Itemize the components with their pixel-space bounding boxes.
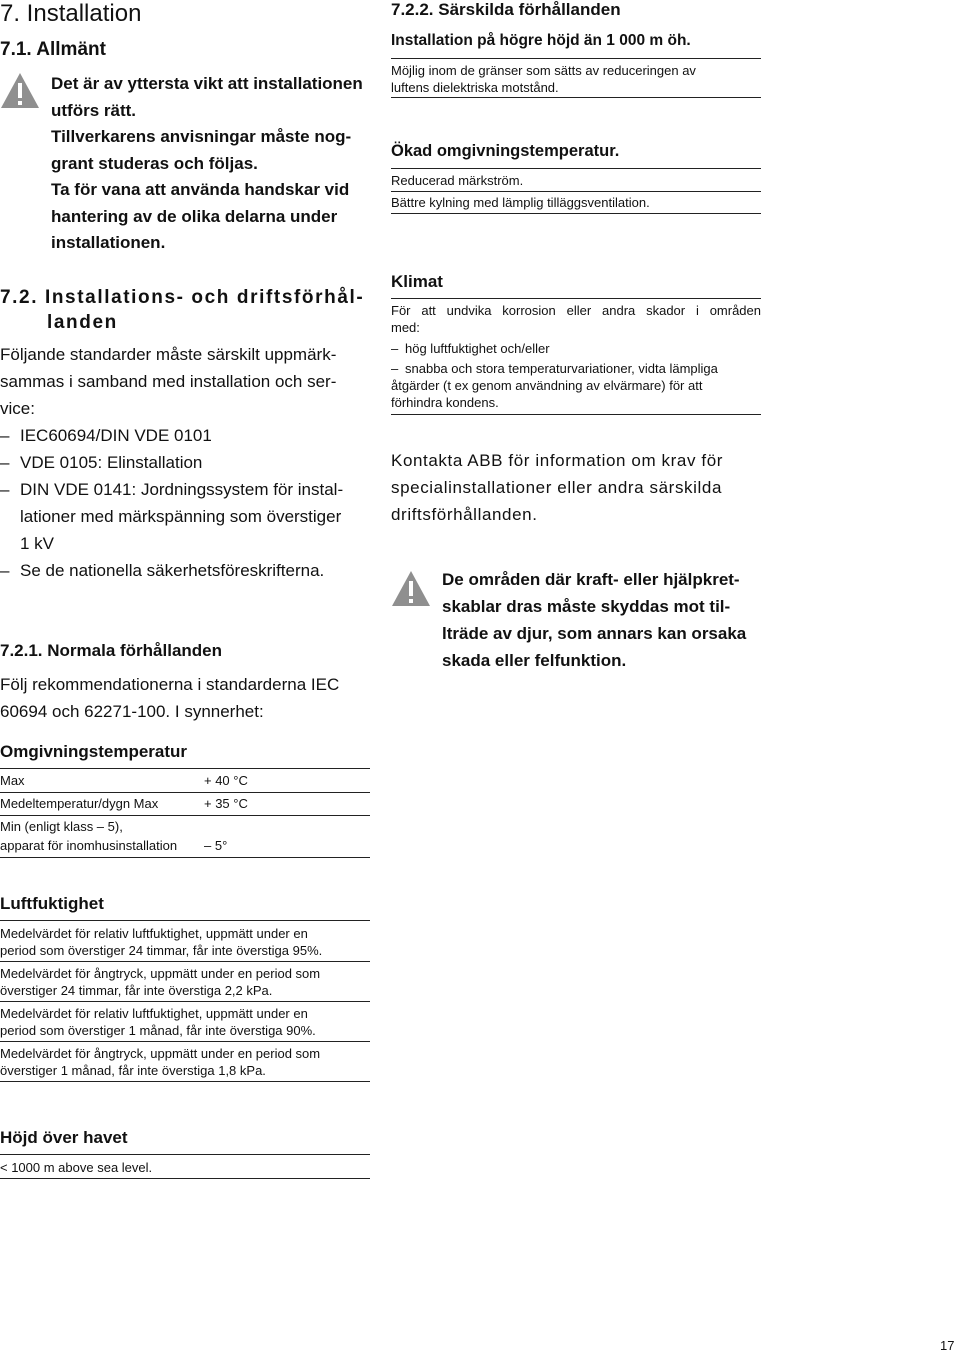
divider	[0, 1081, 370, 1082]
high-altitude-text: Möjlig inom de gränser som sätts av reduceringen av luftens dielektriska motstånd.	[391, 63, 696, 95]
warning-line: installationen.	[51, 233, 166, 252]
divider	[0, 768, 370, 769]
text-line: 60694 och 62271-100. I synnerhet:	[0, 702, 264, 721]
divider	[391, 168, 761, 169]
temperature-value: + 40 °C	[204, 773, 248, 788]
humidity-row: Medelvärdet för ångtryck, uppmätt under en period som överstiger 24 timmar, får inte överstiga 2,2 kPa.	[0, 966, 321, 998]
humidity-row: Medelvärdet för relativ luftfuktighet, uppmätt under en period som överstiger 24 timmar, får inte överstiga 95%.	[0, 926, 323, 958]
divider	[0, 857, 370, 858]
temperature-note: Reducerad märkström.	[391, 173, 524, 188]
divider	[391, 213, 761, 214]
text-line: Följ rekommendationerna i standarderna IEC	[0, 675, 340, 694]
temperature-note: Bättre kylning med lämplig tilläggsventilation.	[391, 195, 650, 210]
section-title: 7. Installation	[0, 0, 142, 27]
temperature-label: Medeltemperatur/dygn Max	[0, 796, 159, 811]
section-heading-installation-conditions	[0, 285, 364, 335]
warning-line: Det är av yttersta vikt att installationen	[51, 74, 363, 93]
divider	[391, 97, 761, 98]
temperature-label: Max	[0, 773, 25, 788]
warning-line: Ta för vana att använda handskar vid	[51, 180, 350, 199]
list-item-continuation: lationer med märkspänning som överstiger	[20, 507, 342, 526]
temperature-label: Min (enligt klass – 5),	[0, 819, 123, 834]
divider	[0, 1154, 370, 1155]
warning-triangle-icon	[391, 570, 431, 607]
list-item: – IEC60694/DIN VDE 0101	[0, 426, 212, 445]
divider	[0, 1001, 370, 1002]
divider	[391, 414, 761, 415]
list-item: – DIN VDE 0141: Jordningssystem för instal-	[0, 480, 344, 499]
standards-intro	[0, 341, 380, 422]
humidity-row: Medelvärdet för relativ luftfuktighet, uppmätt under en period som överstiger 1 månad, får inte överstiga 90%.	[0, 1006, 316, 1038]
temperature-value: + 35 °C	[204, 796, 248, 811]
divider	[391, 58, 761, 59]
contact-abb-text: Kontakta ABB för information om krav för specialinstallationer eller andra särskilda driftsförhållanden.	[391, 451, 724, 524]
list-item-continuation: förhindra kondens.	[391, 395, 499, 410]
normal-conditions-text	[0, 671, 380, 725]
temperature-label: apparat för inomhusinstallation	[0, 838, 178, 853]
divider	[0, 920, 370, 921]
text-line: sammas i samband med installation och ser-	[0, 372, 337, 391]
list-item: – VDE 0105: Elinstallation	[0, 453, 203, 472]
warning-line: utförs rätt.	[51, 100, 136, 120]
altitude-text: < 1000 m above sea level.	[0, 1160, 153, 1175]
subsection-heading-general: 7.1. Allmänt	[0, 39, 106, 60]
text-line: Följande standarder måste särskilt uppmärk-	[0, 345, 337, 364]
divider	[391, 191, 761, 192]
climate-heading: Klimat	[391, 272, 443, 291]
humidity-row: Medelvärdet för ångtryck, uppmätt under en period som överstiger 1 månad, får inte överstiga 1,8 kPa.	[0, 1046, 321, 1078]
heading-line: landen	[47, 312, 118, 333]
standards-list	[0, 422, 380, 584]
divider	[391, 298, 761, 299]
subsection-heading-special: 7.2.2. Särskilda förhållanden	[391, 0, 621, 19]
divider	[0, 1041, 370, 1042]
page-number: 17	[940, 1338, 955, 1353]
subsection-heading-normal: 7.2.1. Normala förhållanden	[0, 641, 223, 660]
temperature-value: – 5°	[204, 838, 228, 853]
divider	[0, 792, 370, 793]
divider	[0, 1178, 370, 1179]
divider	[0, 815, 370, 816]
high-altitude-heading: Installation på högre höjd än 1 000 m öh.	[391, 32, 691, 49]
list-item: – snabba och stora temperaturvariationer, vidta lämpliga	[391, 361, 718, 376]
heading-line: 7.2. Installations- och driftsförhål-	[0, 287, 365, 308]
altitude-heading: Höjd över havet	[0, 1128, 128, 1147]
list-item-continuation: 1 kV	[20, 534, 55, 553]
warning-line: grant studeras och följas.	[51, 153, 258, 173]
warning-general	[51, 71, 381, 257]
climate-intro: För att undvika korrosion eller andra skador i områden med:	[391, 303, 761, 335]
warning-line: hantering av de olika delarna under	[51, 206, 338, 226]
warning-triangle-icon	[0, 72, 40, 109]
warning-line: Tillverkarens anvisningar måste nog-	[51, 127, 352, 146]
list-item: – hög luftfuktighet och/eller	[391, 341, 550, 356]
list-item-continuation: åtgärder (t ex genom användning av elvärmare) för att	[391, 378, 703, 393]
climate-list	[391, 340, 761, 411]
humidity-heading: Luftfuktighet	[0, 894, 104, 913]
warning-animals: De områden där kraft- eller hjälpkret- skablar dras måste skyddas mot til- lträde av djur, som annars kan orsaka skada eller felfunktion.	[442, 570, 747, 670]
text-line: vice:	[0, 399, 35, 418]
divider	[0, 961, 370, 962]
list-item: – Se de nationella säkerhetsföreskrifterna.	[0, 561, 325, 580]
temperature-heading: Omgivningstemperatur	[0, 742, 188, 761]
increased-temperature-heading: Ökad omgivningstemperatur.	[391, 142, 620, 160]
